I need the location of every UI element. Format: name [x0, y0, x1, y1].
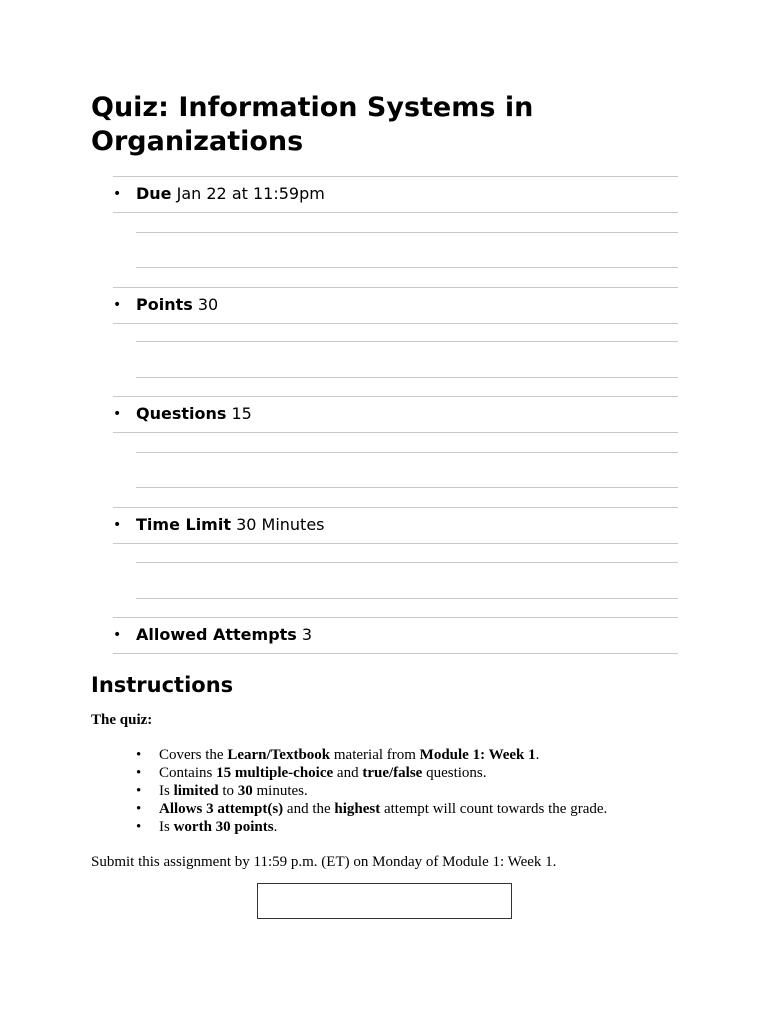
detail-value: Jan 22 at 11:59pm [176, 184, 325, 203]
divider [113, 212, 678, 213]
list-item: • Allows 3 attempt(s) and the highest attempt will count towards the grade. [136, 801, 608, 817]
bullet-icon: • [136, 747, 142, 763]
embedded-frame-box[interactable] [257, 883, 512, 919]
page-title: Quiz: Information Systems in Organizations [91, 92, 534, 157]
instructions-list [136, 746, 696, 836]
detail-label: Allowed Attempts [136, 625, 297, 644]
bullet-icon: • [136, 801, 142, 817]
list-item: • Is worth 30 points. [136, 819, 278, 835]
bullet-icon: • [113, 517, 122, 533]
divider [136, 562, 678, 563]
detail-value: 15 [231, 404, 252, 423]
divider [113, 432, 678, 433]
detail-label: Time Limit [136, 515, 231, 534]
list-item: • Is limited to 30 minutes. [136, 783, 308, 799]
divider [113, 543, 678, 544]
divider [136, 598, 678, 599]
bullet-icon: • [136, 765, 142, 781]
detail-label: Questions [136, 404, 227, 423]
quiz-intro: The quiz: [91, 712, 153, 728]
detail-questions [113, 396, 678, 432]
divider [113, 653, 678, 654]
detail-value: 30 Minutes [236, 515, 325, 534]
bullet-icon: • [113, 297, 122, 313]
list-item: • Contains 15 multiple-choice and true/false questions. [136, 765, 487, 781]
list-item: • Covers the Learn/Textbook material from Module 1: Week 1. [136, 747, 540, 763]
detail-value: 3 [301, 625, 313, 644]
detail-value: 30 [197, 295, 219, 314]
bullet-icon: • [113, 186, 122, 202]
divider [136, 452, 678, 453]
bullet-icon: • [113, 406, 122, 422]
divider [136, 341, 678, 342]
divider [136, 267, 678, 268]
divider [113, 323, 678, 324]
detail-label: Due [136, 184, 172, 203]
divider [136, 232, 678, 233]
detail-points [113, 287, 678, 323]
bullet-icon: • [136, 819, 142, 835]
detail-time-limit [113, 507, 678, 543]
detail-label: Points [136, 295, 193, 314]
submit-note: Submit this assignment by 11:59 p.m. (ET) on Monday of Module 1: Week 1. [91, 854, 557, 870]
instructions-heading: Instructions [91, 673, 234, 697]
divider [136, 377, 678, 378]
detail-due [113, 176, 678, 212]
divider [136, 487, 678, 488]
bullet-icon: • [113, 627, 122, 643]
bullet-icon: • [136, 783, 142, 799]
detail-allowed-attempts [113, 617, 678, 653]
